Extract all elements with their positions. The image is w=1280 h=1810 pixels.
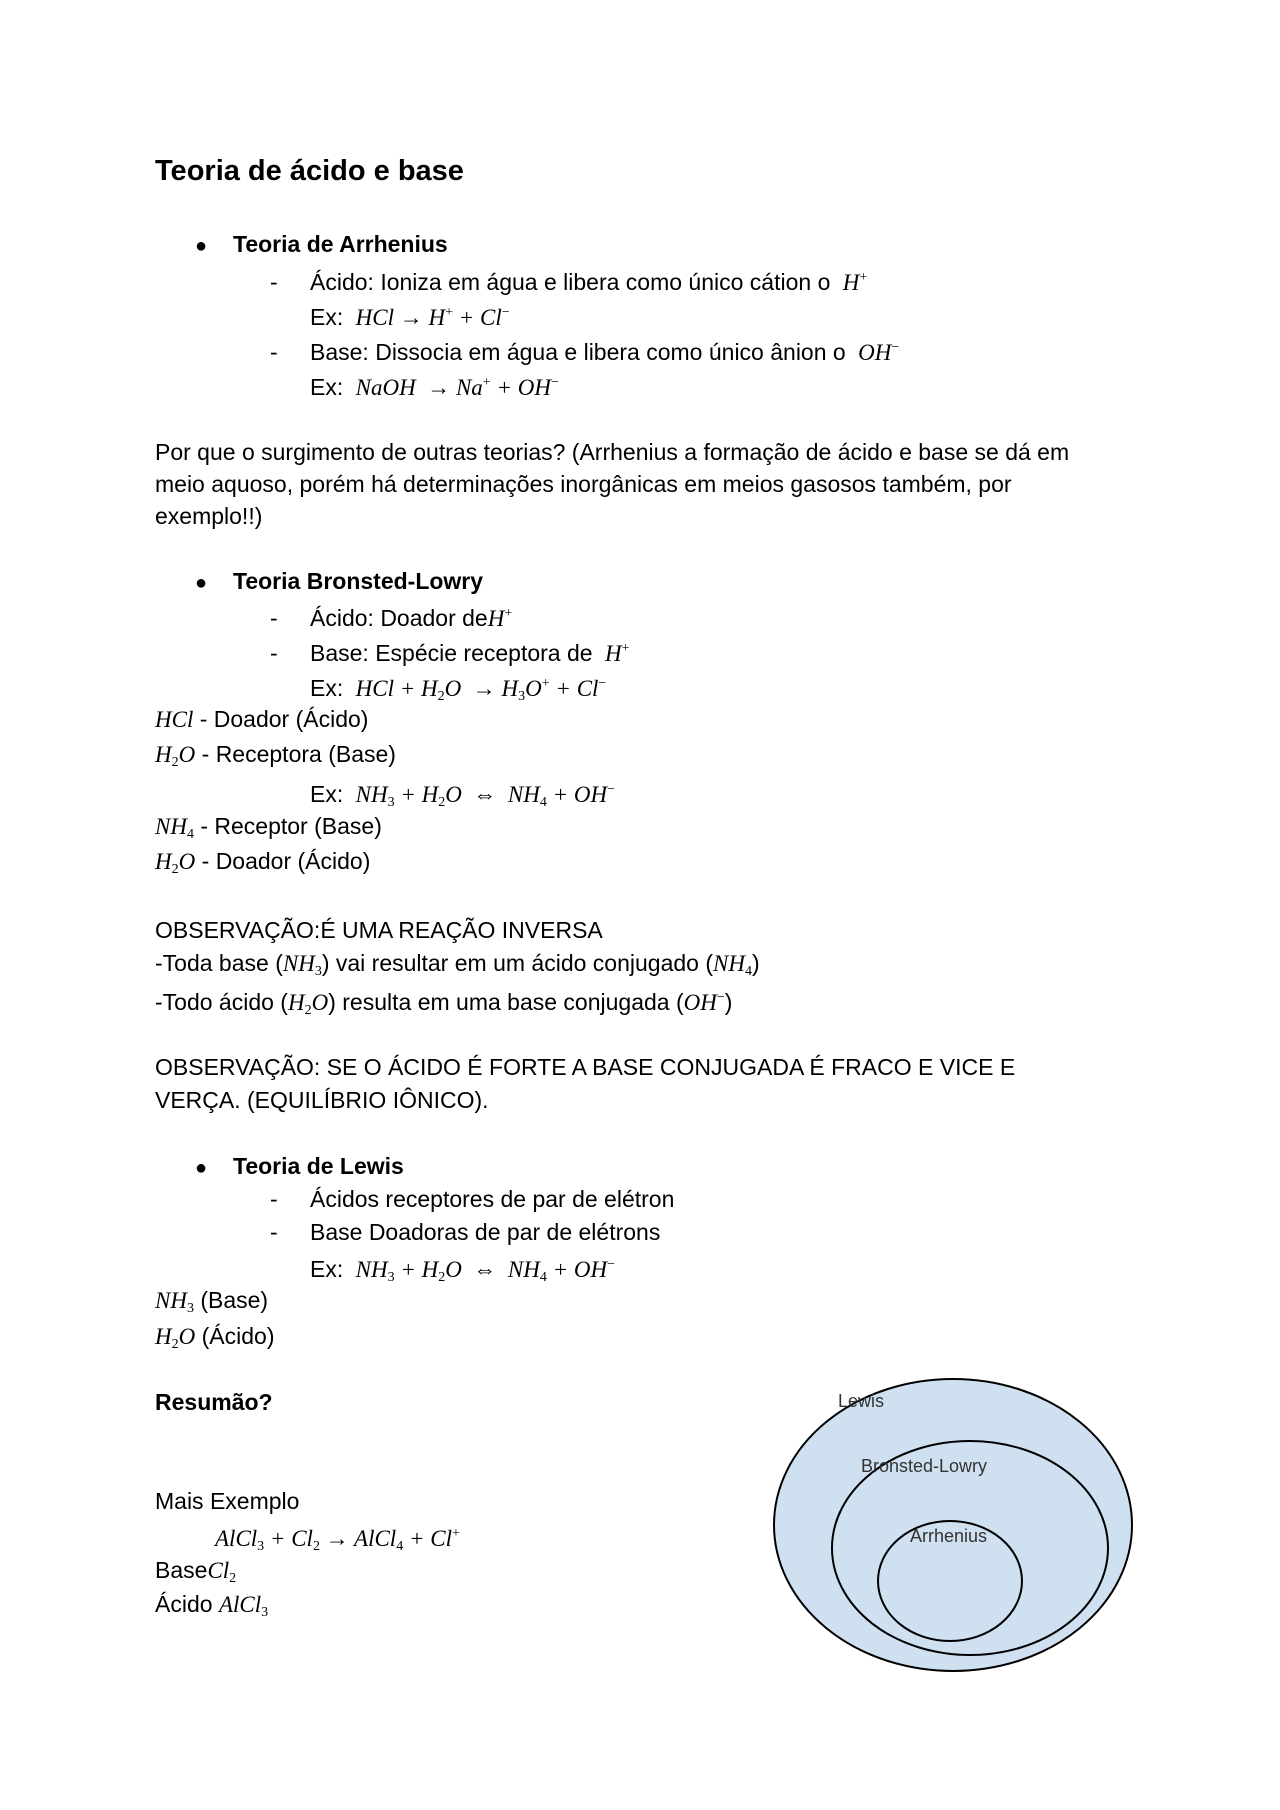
nh4-role: $NH_4$ - Receptor (Base) bbox=[155, 813, 382, 842]
obs2-line-1: OBSERVAÇÃO: SE O ÁCIDO É FORTE A BASE CONJUGADA É FRACO E VICE E bbox=[155, 1054, 1016, 1080]
lewis-acid-line: - Ácidos receptores de par de elétron bbox=[270, 1186, 675, 1212]
arrhenius-acid-line: - Ácido: Ioniza em água e libera como único cátion o H+ bbox=[270, 269, 868, 295]
hcl-role: HCl - Doador (Ácido) bbox=[155, 706, 369, 732]
obs1-heading: OBSERVAÇÃO:É UMA REAÇÃO INVERSA bbox=[155, 917, 603, 943]
h2o-role-2: $H_2O$ - Doador (Ácido) bbox=[155, 848, 371, 877]
bullet-icon: ● bbox=[195, 1157, 208, 1179]
bronsted-example-1: Ex: HCl + $H_2O \to H_3O^+ + Cl^-$ bbox=[310, 675, 607, 704]
h2o-role-3: $H_2O$ (Ácido) bbox=[155, 1323, 275, 1352]
lewis-base-line: - Base Doadoras de par de elétrons bbox=[270, 1219, 661, 1245]
bronsted-acid-line: - Ácido: Doador deH+ bbox=[270, 605, 513, 631]
arrhenius-base-line: - Base: Dissocia em água e libera como único ânion o OH− bbox=[270, 339, 900, 365]
resumao-heading: Resumão? bbox=[155, 1389, 273, 1415]
obs1-acid-line: -Todo ácido $(H_2O)$ resulta em uma base conjugada (OH−) bbox=[155, 989, 733, 1018]
lewis-heading: ● Teoria de Lewis bbox=[195, 1150, 404, 1184]
obs2-line-2: VERÇA. (EQUILÍBRIO IÔNICO). bbox=[155, 1087, 489, 1113]
arrhenius-base-example: Ex: NaOH → Na+ + OH− bbox=[310, 374, 559, 400]
bullet-icon: ● bbox=[195, 235, 208, 257]
arrhenius-acid-example: Ex: HCl → H+ + Cl− bbox=[310, 304, 510, 330]
more-base: BaseCl$_2$ bbox=[155, 1557, 237, 1586]
why-line-2: meio aquoso, porém há determinações inorgânicas em meios gasosos também, por bbox=[155, 471, 1012, 497]
lewis-example: Ex: $NH_3 + H_2O$ ⇔ $NH_4 + OH^-$ bbox=[310, 1256, 615, 1285]
bronsted-heading: ● Teoria Bronsted-Lowry bbox=[195, 565, 483, 599]
obs1-base-line: -Toda base $(NH_3)$ vai resultar em um ácido conjugado $(NH_4)$ bbox=[155, 950, 760, 979]
nh3-role: $NH_3$ (Base) bbox=[155, 1287, 269, 1316]
bronsted-example-2: Ex: $NH_3 + H_2O$ ⇔ $NH_4 + OH^-$ bbox=[310, 781, 615, 810]
more-equation: AlCl$_3$ + $Cl_2$ → AlCl$_4$ + Cl+ bbox=[215, 1526, 460, 1554]
lewis-circle bbox=[774, 1379, 1132, 1671]
why-line-3: exemplo!!) bbox=[155, 503, 263, 529]
bullet-icon: ● bbox=[195, 572, 208, 594]
why-line-1: Por que o surgimento de outras teorias? (Arrhenius a formação de ácido e base se dá em bbox=[155, 439, 1070, 465]
bronsted-base-line: - Base: Espécie receptora de H+ bbox=[270, 640, 630, 666]
theories-venn-diagram bbox=[770, 1375, 1140, 1675]
more-acid: Ácido AlCl$_3$ bbox=[155, 1591, 269, 1620]
more-heading: Mais Exemplo bbox=[155, 1488, 300, 1514]
arrhenius-label: Arrhenius bbox=[910, 1526, 988, 1546]
lewis-label: Lewis bbox=[838, 1391, 885, 1411]
h2o-role-1: $H_2O$ - Receptora (Base) bbox=[155, 741, 396, 770]
bronsted-label: Bronsted-Lowry bbox=[861, 1456, 988, 1476]
arrhenius-heading: ● Teoria de Arrhenius bbox=[195, 228, 448, 262]
page-title: Teoria de ácido e base bbox=[155, 155, 464, 187]
